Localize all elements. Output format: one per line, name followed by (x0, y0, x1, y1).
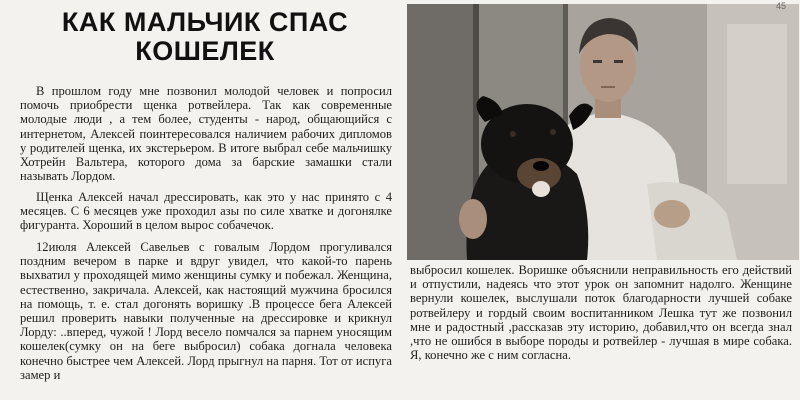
article-title (20, 8, 390, 66)
page-mark: 45 (775, 1, 786, 11)
title-line-1: КАК МАЛЬЧИК СПАС (61, 7, 349, 37)
paragraph-3: 12июля Алексей Савельев с говалым Лордом прогуливался поздним вечером в парке и вдруг увидел, что какой-то парень выхватил у проходящей мимо женщины сумку и побежал. Женщина, естественно, закричала. Алексей, как настоящий мужчина бросился на помощь, т. е. стал догонять воришку .В процессе бега Алексей решил проверить навыки полученные на дрессировке и крикнул Лорду: ..вперед, чужой ! Лорд весело помчался за парнем уносящим кошелек(сумку он на беге выбросил) собака догнала человека конечно быстрее чем Алексей. Лорд прыгнул на парня. Тот от испуга замер и (20, 240, 392, 382)
photo-boy-with-rottweiler (407, 4, 799, 260)
paragraph-1: В прошлом году мне позвонил молодой человек и попросил помочь приобрести щенка ротвейлера. Так как современные молодые люди , а тем более, студенты - народ, общающийся с интернетом, Алексей поинтересовался наличием рабочих дипломов у родителей щенка, их экстерьером. В итоге выбрал себе мальчишку Хотрейн Вальтера, которого дома за барские замашки стали называть Лордом. (20, 84, 392, 184)
paragraph-2: Щенка Алексей начал дрессировать, как это у нас принято с 4 месяцев. С 6 месяцев уже проходил азы по силе хватке и догонялке фигуранта. Хороший в целом вырос собачечок. (20, 190, 392, 233)
paragraph-4: выбросил кошелек. Воришке объяснили неправильность его действий и отпустили, надеясь что этот урок он запомнит надолго. Женщинe вернули кошелек, выслушали поток благодарности лучшей собаке ротвейлеру и гордый своим воспитанником Лешка тут же позвонил мне и радостный ,рассказав эту историю, добавил,что он всегда знал ,что не ошибся в выборе породы и ротвейлер - лучшая в мире собака. Я, конечно же с ним согласна. (410, 263, 792, 363)
title-line-2: КОШЕЛЕК (135, 36, 275, 66)
